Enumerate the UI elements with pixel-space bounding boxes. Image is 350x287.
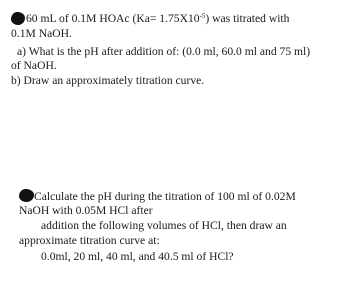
q2-line1: Calculate the pH during the titration of 100 ml of 0.02M: [34, 190, 296, 203]
q2-line3: addition the following volumes of HCl, then draw an: [41, 219, 287, 232]
q1-line2: 0.1M NaOH.: [11, 27, 72, 40]
q2-line5: 0.0ml, 20 ml, 40 ml, and 40.5 ml of HCl?: [41, 250, 234, 263]
q1-part-a-line1: a) What is the pH after addition of: (0.0 ml, 60.0 ml and 75 ml): [17, 45, 311, 58]
q1-part-b: b) Draw an approximately titration curve.: [11, 74, 205, 87]
q1-intro: [26, 12, 289, 26]
q1-intro-pre: 60 mL of 0.1M HOAc (Ka= 1.75X10: [26, 12, 200, 25]
q1-part-a-line2: of NaOH.: [11, 59, 57, 72]
redaction-blot-2: [19, 189, 34, 202]
q1-intro-exponent: -5: [199, 12, 206, 20]
redaction-blot-1: [11, 12, 25, 25]
q2-line2: NaOH with 0.05M HCl after: [19, 204, 153, 217]
q1-intro-post: ) was titrated with: [205, 12, 290, 25]
q2-line4: approximate titration curve at:: [19, 234, 160, 247]
